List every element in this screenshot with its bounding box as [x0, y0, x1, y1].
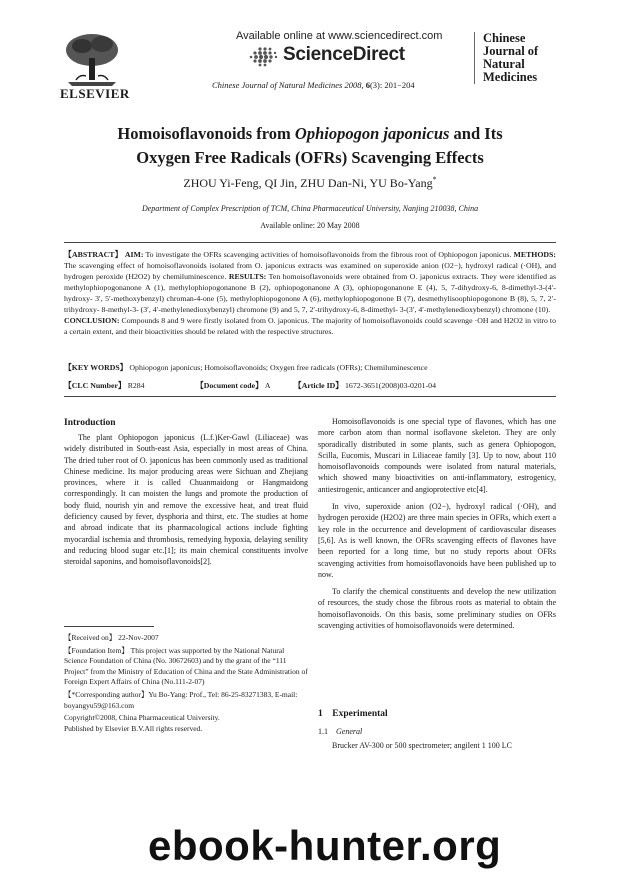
journal-citation: Chinese Journal of Natural Medicines 2008, 6(3): 201−204	[212, 80, 415, 90]
abstract-block: 【ABSTRACT】 AIM: To investigate the OFRs scavenging activities of homoisoflavonoids from the fibrous root of Ophiopogon japonicus. METHODS: The scavenging effect of homoisoflavonoids isolated from O. japonicus extracts was examined on superoxide anion (O2−), hydroxyl radical (·OH), and hydrogen peroxide (H2O2) by chemiluminescence. RESULTS: Ten homoisoflavonoids were obtained from O. japonicus extracts. They were identified as methylophiopogonanone A (1), methylophiopogonanone B (2), ophiopogonanone A (3), ophiopogonanone E (4), 5, 7-dihydroxy-6, 8-dimethyl-3-(4′-hydroxy- 3′, 5′-methoxybenzyl) chroman-4-one (5), methylophiopogonone A (6), methylophiopogonone B (7), desmethylisoophiopogonone B (8), 5, 7, 2′-trihydroxy- 8-methyl-3- (3′, 4′-methylenedioxybenzyl) chromone (9) and 5, 7, 2′-trihydroxy-6, 8-dimethyl- 3-(3′, 4′-methylenedioxybenzyl) chromone (10). CONCLUSION: Compounds 8 and 9 were firstly isolated from O. japonicus. The majority of homoisoflavonoids could scavenge ·OH and H2O2 in vitro to a certain extent, and their bioactivities should be related with the respective structures.	[64, 250, 557, 336]
abstract-top-rule	[64, 242, 556, 243]
watermark-text: ebook-hunter.org	[148, 822, 502, 869]
journal-name-block	[474, 32, 565, 84]
footnote-rule	[64, 626, 154, 627]
intro-paragraph: The plant Ophiopogon japonicus (L.f.)Ker-Gawl (Liliaceae) was widely distributed in South-east Asia, especially in most areas of China. The dried tuber root of O. japonicus has been commonly used as traditional Chinese medicine. Its major producing areas were Sichuan and Zhejiang provinces, where it is called Chuanmaidong or Hangmaidong correspondingly. It can moisten the lungs and promote the production of body fluid, nourish yin and remove the excessive heat, and treat fluid deficiency caused by fever, dysphoria and thirst, etc. The studies at home and abroad indicate that its pharmacological actions include fighting myocardial ischemia and thrombosis, remedying hypoxia, delaying senility and reducing blood sugar etc.[1]; its main chemical constituents involve steroidal saponins, and homoisoflavonoids[2].	[64, 433, 308, 567]
intro-right-column	[318, 416, 556, 637]
publisher-rights: Published by Elsevier B.V.All rights reserved.	[64, 723, 203, 733]
author-list: ZHOU Yi-Feng, QI Jin, ZHU Dan-Ni, YU Bo-Yang*	[183, 175, 437, 190]
sciencedirect-brand: ScienceDirect	[283, 44, 405, 65]
article-title-line-1: Homoisoflavonoids from Ophiopogon japonicus and Its	[117, 124, 503, 143]
journal-name-line: Journal of	[483, 44, 539, 58]
corresponding-author: 【*Corresponding author】Yu Bo-Yang: Prof., Tel: 86-25-83271383, E-mail: boyangyu59@163.com	[64, 689, 298, 710]
footnotes	[64, 633, 308, 734]
sciencedirect-dots-icon	[246, 46, 280, 68]
journal-name-line: Chinese	[483, 31, 526, 45]
intro-left-column	[64, 432, 308, 568]
journal-name-line: Natural	[483, 57, 525, 71]
affiliation: Department of Complex Prescription of TCM, China Pharmaceutical University, Nanjing 210038, China	[141, 204, 479, 213]
subsection-general: 1.1 General	[318, 727, 363, 736]
intro-paragraph: Homoisoflavonoids is one special type of flavones, which has one more carbon atom than normal isoflavone skeleton. They are only sporadically distributed in some plants, such as genera Ophiopogon, Scilla, Eucomis, Muscari in Liliaceae family [3]. Up to now, about 110 homoisoflavonoids compounds were isolated from natural materials, which showed many bioactivities on anti-inflammatory, estrogenicy, antiestrogenic, anticancer and angioprotective etc[4].	[318, 417, 556, 494]
publisher-name: ELSEVIER	[60, 86, 130, 101]
article-title-line-2: Oxygen Free Radicals (OFRs) Scavenging Effects	[136, 148, 484, 167]
intro-paragraph: To clarify the chemical constituents and develop the new utilization of resources, the study chose the fibrous roots as material to obtain the homoisoflavonoids. On this basis, some preliminary studies on OFRs scavenging activities of homoisoflavonoids were determined.	[318, 587, 556, 631]
section-heading-experimental: 1 Experimental	[318, 709, 388, 719]
available-online-date: Available online: 20 May 2008	[260, 221, 360, 230]
abstract-bottom-rule	[64, 396, 556, 397]
copyright: Copyright©2008, China Pharmaceutical University.	[64, 713, 220, 723]
journal-name-line: Medicines	[483, 70, 538, 84]
keywords: 【KEY WORDS】 Ophiopogon japonicus; Homoisoflavonoids; Oxygen free radicals (OFRs); Chemiluminescence	[64, 363, 428, 372]
section-heading-introduction: Introduction	[64, 418, 116, 428]
available-online-link[interactable]: Available online at www.sciencedirect.com	[236, 30, 443, 42]
classification-line: 【CLC Number】 R284 【Document code】 A 【Article ID】 1672-3651(2008)03-0201-04	[64, 381, 436, 390]
received-date: 【Received on】 22-Nov-2007	[64, 633, 159, 642]
experimental-first-line: Brucker AV-300 or 500 spectrometer; angilent 1 100 LC	[332, 741, 512, 750]
elsevier-tree-logo	[62, 30, 122, 88]
intro-paragraph: In vivo, superoxide anion (O2−), hydroxyl radical (·OH), and hydrogen peroxide (H2O2) are three main species in OFRs, which exert a key role in the occurrence and development of cardiovascular diseases [5,6]. As is well known, the OFRs scavenging effects of flavones have been reported for a long time, but no study reports about OFRs scavenging activities from homoisoflavonoids have been published up to now.	[318, 502, 556, 579]
foundation-item: 【Foundation Item】 This project was supported by the National Natural Science Foundation of China (No. 30672603) and by the grant of the “111 Project” from the Ministry of Education of China and the State Administration of Foreign Expert Affairs of China (No.111-2-07)	[64, 645, 308, 687]
